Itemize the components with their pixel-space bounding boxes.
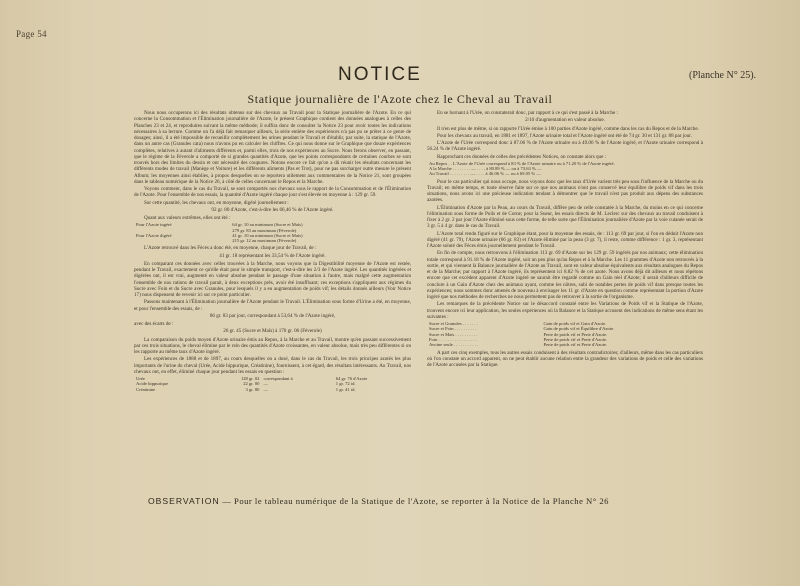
urine-table [134,376,411,392]
formula: 41 gr. 18 représentant les 33,54 % de l'Azote ingéré. [219,252,326,259]
table-cell: — [263,381,269,387]
paragraph: Voyons comment, dans le cas du Travail, se sont comportés nos chevaux sous le rapport de la Consommation et de l'Élimination de l'Azote. Pour l'ensemble de nos essais, la quantité d'Azote ingéré chaque jour s'est élevée en moyenne à : 129 gr. 59. [134,186,411,199]
paragraph: A part ces cinq exemples, tous les autres essais conduisent à des résultats contradictoires; d'ailleurs, même dans les cas particuliers où l'on constate un accord apparent, on ne peut établir aucune relation entre la grandeur des variations de poids et celle des variations de l'Azote accusées par la Statique. [427,349,703,369]
plate-reference: (Planche N° 25). [689,70,757,81]
right-text-column [427,110,703,369]
paragraph: Les expériences de 1888 et de 1897, au cours desquelles on a dosé, dans le cas du Travail, les trois principes azotés les plus importants de l'urine du cheval (Urée, Acide hippurique, Créatinine), fournissent, à cet égard, des résultats intéressants. Au Travail, nos chevaux ont, en effet, éliminé chaque jour pendant les essais en question : [134,356,411,375]
table-cell: Au Repos . . L'Azote de l'Urée correspond à 83 % de l'Azote urinaire ou à 71.20 % de l'Azote ingéré. [429,160,615,166]
paragraph: Les remarques de la précédente Notice sur le désaccord constaté entre les Variations de Poids vif et la Statique de l'Azote, trouvent encore ici leur application, les seules expériences où la Balance et la Statique accusent des indications de même sens étant les suivantes : [427,301,703,320]
page-subtitle: Statique journalière de l'Azote chez le Cheval au Travail [247,92,553,106]
paragraph: La comparaison du poids moyen d'Azote urinaire émis au Repos, à la Marche et au Travail, montre qu'en passant successivement par ces trois situations, le cheval élimine par le rein des quantités d'Azote croissantes, en valeur absolue, mais très peu différentes si on les rapporte au même taux d'Azote ingéré. [134,336,411,356]
table-cell: Sucre et Foin . . . . . . . . . . [429,326,477,332]
paragraph: L'Azote retrouvé dans les Fèces a donc été, en moyenne, chaque jour de Travail, de : [144,245,317,252]
table-row [427,171,703,176]
table-row [427,342,703,347]
paragraph: Passons maintenant à l'Élimination journalière de l'Azote pendant le Travail. L'Élimination sous forme d'Urine a été, en moyenne, et pour l'ensemble des essais, de : [134,299,411,312]
table-cell: Au Travail . . . . . . . . . — . . . . à 46.06 % — ou à 69.05 % — [429,171,541,177]
left-text-column [134,110,411,394]
comparison-table [427,161,703,177]
table-cell: 1 gr. 41 id. [335,386,356,392]
paragraph: Sur cette quantité, les chevaux ont, en moyenne, digéré journellement : [144,199,289,206]
paragraph: L'Azote total rendu figuré sur le Graphique étant, pour la moyenne des essais, de : 113 gr. 69 par jour, si l'on en déduit l'Azote non digéré (41 gr. 79), l'Azote urinaire (66 gr. 83) et l'Azote éliminé par la peau (3 gr. 7), il reste, comme différence : 1 gr. 3, représentant l'Azote soluté des Fèces émis journellement pendant le Travail. [427,230,703,250]
table-cell: Perte de poids vif et Perte d'Azote. [543,331,608,337]
table-cell: A la Marche . . . . . . . . — . . . . à 80.89 % — ou à 73.63 % — [429,166,542,172]
table-cell: Avoine seule . . . . . . . . . . . [429,342,479,348]
observation-text: — Pour le tableau numérique de la Statique de l'Azote, se reporter à la Notice de la Planche N° 26 [219,496,609,506]
table-cell: 3 gr. 80 [245,386,260,392]
table-cell: correspondant à [263,376,293,382]
paragraph: Quant aux valeurs extrêmes, elles ont été : [144,215,231,221]
paragraph: Rapprochant ces données de celles des précédentes Notices, on constate alors que : [437,153,607,160]
table-cell: Perte de poids vif et Perte d'Azote. [543,342,608,348]
table-cell: 64 gr. 76 d'Azote [335,376,368,382]
table-cell: Pour l'Azote ingéré [136,222,172,228]
paragraph: En fin de compte, nous retrouvons à l'élimination 113 gr. 69 d'Azote sur les 129 gr. 59 ingérés par nos animaux; cette élimination totale correspond à 91.18 % de l'Azote ingéré, soit un peu plus qu'au Repos et à la Marche. Les 11 grammes d'Azote non retrouvés à la sortie, et qui viennent là Balance journalière de l'Azote au Travail, sont en valeur absolue équivalents aux résultats analogues du Repos et de la Marche; par rapport à l'Azote ingéré, ils représentent ici 8.82 % de cet azote. Nous avons déjà dit ailleurs et nous répétons encore que cet excédent apparent d'Azote ingéré ne saurait être regardé comme un Gain réel d'Azote; il serait d'ailleurs difficile de conclure à un Gain d'Azote chez des animaux ayant, comme les nôtres, subi de notables pertes de poids vif dans presque toutes les expériences; nous sommes donc amenés de nouveau à envisager les 11 gr. d'Azote en question comme représentant la portion d'Azote ingéré que nos méthodes de recherches ne nous permettent pas de retrouver à la sortie de l'organisme. [427,250,703,301]
formula: 86 gr. 83 par jour, correspondant à 53,64 % de l'Azote ingéré, [209,312,336,319]
table-cell: 1 gr. 72 id. [335,381,356,387]
table-cell: Urée [136,376,145,382]
paragraph: avec des écarts de : [134,321,174,328]
table-row [134,387,411,392]
observation-note [148,496,609,506]
table-cell: Perte de poids vif et Perte d'Azote. [543,337,608,343]
table-cell: 215 gr. 12 au maximum (Féverole) [232,238,297,244]
paragraph: En comparant ces données avec celles trouvées à la Marche, nous voyons que la Digestibilité moyenne de l'Azote est restée, pendant le Travail, exactement ce qu'elle était pour le simple transport, c'est-à-dire les 2/3 de l'Azote ingéré. Les quantités ingérées et digérées ont, il est vrai, augmenté en valeur absolue pendant le passage d'une situation à l'autre, mais malgré cette augmentation l'ensemble de nos rations de travail parait, à deux exceptions près, avoir été insuffisant; ces exceptions s'appliquent aux régimes du Sucre avec Foin et du Sucre avec Granules, pour lesquels il y a eu augmentation de poids vif; les détails donnés ailleurs (Voir Notice 17) nous dispensent de revenir ici sur ce point particulier. [134,260,411,299]
paragraph: Il n'en est plus de même, si on rapporte l'Urée émise à 100 parties d'Azote ingéré, comme dans les cas du Repos et de la Marche. [437,125,699,132]
table-cell: Foin . . . . . . . . . . . . . . . . . [429,337,477,343]
table-cell: Sucre et Granules . . . . . . . [429,321,478,327]
table-cell: 41 gr. 10 au minimum (Sucre et Maïs) [232,232,303,238]
page-title: NOTICE [338,64,422,85]
table-cell: Acide hippurique [136,381,169,387]
variation-table [427,321,703,347]
formula: 26 gr. 45 (Sucre et Maïs) à 170 gr. 06 (Féverole) [223,328,322,335]
extremes-table [134,222,411,243]
paragraph: L'Azote de l'Urée correspond donc à 87.06 % de l'Azote urinaire ou à 49.06 % de l'Azote ingéré, et l'Azote urinaire correspond à 56.24 % de l'Azote ingéré. [427,140,703,153]
paragraph: Pour le cas particulier qui nous occupe, nous voyons donc que les taux d'Urée varient très peu sous l'influence de la Marche ou du Travail; en même temps, et toute réserve faite sur ce que nos animaux n'ont pas conservé leur équilibre de poids vif dans les trois situations, nous avons ici une précieuse indication tendant à démontrer que le travail n'est pas produit aux dépens des substances azotées. [427,178,703,204]
table-cell: 22 gr. 00 [243,381,260,387]
table-cell: Créatinine [136,386,156,392]
paragraph: Nous nous occuperons ici des résultats obtenus sur des chevaux au Travail pour la Statique journalière de l'Azote. En ce qui concerne la Consommation et l'Élimination journalière de l'Azote, le présent Graphique contient des données analogues à celles des Planches 23 et 24, et reproduites suivant la même méthode; il suffira donc de consulter la Notice 23 pour avoir toutes les indications nécessaires à sa lecture. Comme on l'a déjà fait remarquer ailleurs, la série entière des expériences n'a pas pu se prêter à ce genre de dosages; ainsi, il a été impossible de recueillir complètement les urines pendant le Travail et d'établir, par suite, la statique de l'Azote, dans un autre cas (Granules cata) nous n'avons pu en calculer les chiffres. Ce qui nous donne sur le Graphique que douze expériences complètes, relatives à autant d'aliments différents et, parmi elles, trois de nos expériences au Sucre. Nous ferons observer, en passant, que le régime de la Féverole a comporté de si grandes quantités d'Azote, que les points correspondants de certaines courbes se sont trouvés hors des limites du dessin et ont nécessité des coupures. Notons encore ce fait qu'on a dû réunir les résultats concernant les différents modes de travail (Manège et Voiture) et les différents aliments (Pas et Trot), pour ne pas surcharger outre mesure le présent Album; les moyennes ainsi établies, à propos desquelles on se reportera utilement aux commentaires de la Notice 21, sont groupées dans le tableau numérique de la Notice 26, à côté de celles concernant le Repos et la Marche. [134,110,411,185]
paragraph: Pour les chevaux au travail, en 1881 et 1897, l'Azote urinaire total et l'Azote ingéré ont été de 74 gr. 30 et 131 gr. 88 par jour. [437,132,692,139]
table-cell: 128 gr. 02 [240,376,260,382]
paragraph: En se bornant à l'Urée, on constaterait donc, par rapport à ce qui s'est passé à la Marche : [437,110,618,116]
formula: 2/10 d'augmentation en valeur absolue. [525,117,605,124]
observation-label: OBSERVATION [148,496,220,506]
page-number: Page 54 [16,29,47,39]
table-cell: Gain de poids vif et Équilibre d'Azote. [543,326,615,332]
table-cell: 279 gr. 83 au maximum (Féverole) [232,227,297,233]
table-cell: Gain de poids vif et Gain d'Azote. [543,321,607,327]
table-cell: — [263,386,269,392]
table-cell: Pour l'Azote digéré [136,232,172,238]
table-cell: Sucre et Maïs . . . . . . . . . . [429,331,478,337]
table-cell: 64 gr. 10 au minimum (Sucre et Maïs) [232,222,303,228]
paragraph: L'Élimination d'Azote par la Peau, au cours du Travail, diffère peu de celle constatée à la Marche, du moins en ce qui concerne l'élimination sous forme de Poils et de Corne; pour la Sueur, les essais directs de M. Leclerc sur des chevaux au travail conduisent à fixer à 2 gr. 2 par jour l'Azote éliminé sous cette forme, de telle sorte que l'Élimination journalière d'Azote par la voie cutanée serait de 3 gr. 5 à 4 gr. dans le cas du Travail. [427,204,703,230]
formula: 92 gr. 80 d'Azote, c'est-à-dire les 66,46 % de l'Azote ingéré. [211,206,334,213]
